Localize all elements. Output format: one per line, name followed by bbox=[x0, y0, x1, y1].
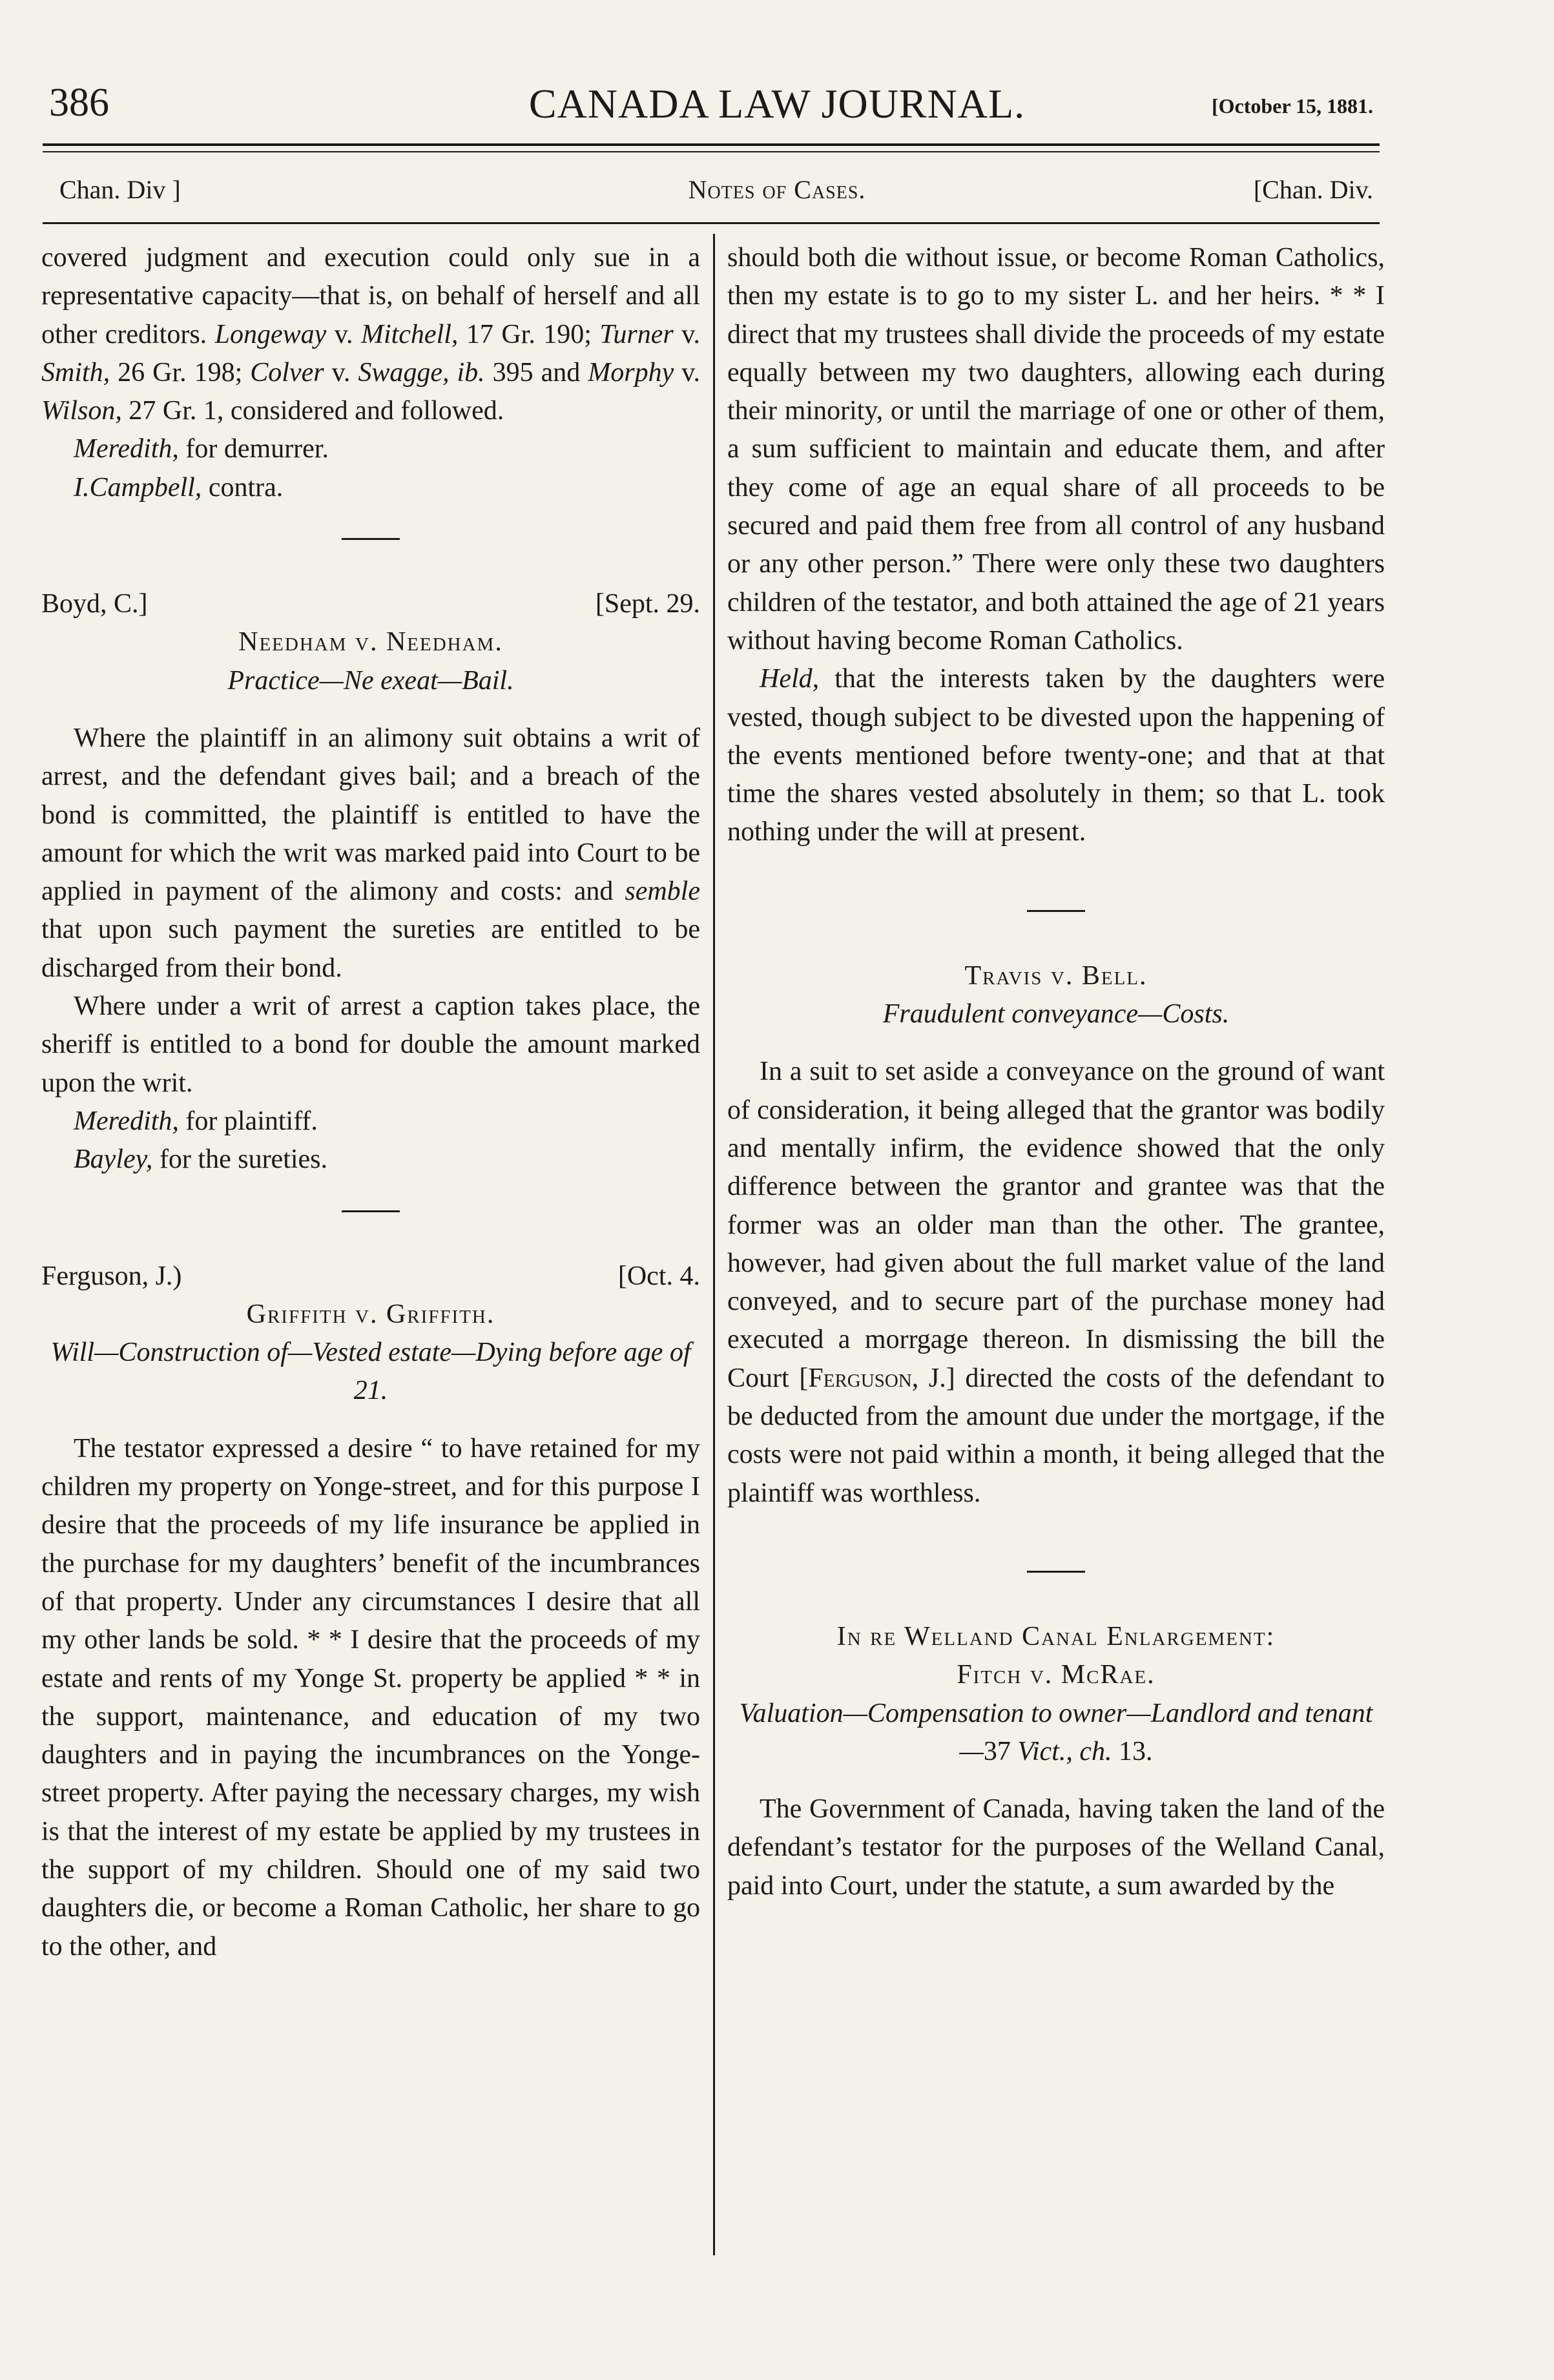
case-separator bbox=[1027, 910, 1085, 912]
case-topic: Fraudulent conveyance—Costs. bbox=[882, 999, 1230, 1030]
case-paragraph: Where under a writ of arrest a caption takes place, the sheriff is entitled to a bond for double the amount marked upon the writ. bbox=[41, 991, 700, 1098]
header-rule-bottom bbox=[43, 151, 1380, 152]
case-paragraph: In a suit to set aside a conveyance on the ground of want of consideration, it being alleged that the grantor was bodily and mentally infirm, the evidence showed that the only difference between the grantor and grantee was that the former was an older man than the other. The grantee, however, had given about the full market value of the land conveyed, and to secure part of the purchase money had executed a morrgage thereon. In dismissing the bill the Court [Ferguson, J.] directed the costs of the defendant to be deducted from the amount due under the mortgage, if the costs were not paid within a month, it being alleged that the plaintiff was worthless. bbox=[727, 1057, 1385, 1508]
case-name: Travis v. Bell. bbox=[964, 960, 1148, 991]
journal-title: CANADA LAW JOURNAL. bbox=[528, 81, 1026, 127]
case-separator bbox=[342, 538, 400, 540]
page-number: 386 bbox=[49, 81, 109, 125]
case-paragraph: The Government of Canada, having taken the land of the defendant’s testator for the purposes of the Welland Canal, paid into Court, under the statute, a sum awarded by the bbox=[727, 1794, 1385, 1901]
counsel-line: Meredith, for plaintiff. bbox=[74, 1106, 318, 1136]
judge-name: Boyd, C.] bbox=[41, 589, 148, 619]
case-separator bbox=[342, 1210, 400, 1212]
continued-paragraph: should both die without issue, or become Roman Catholics, then my estate is to go to my sister L. and her heirs. * * I direct that my trustees shall divide the proceeds of my estate equally between my two daughters, allowing each during their minority, or until the marriage of one or other of them, a sum sufficient to maintain and educate them, and after they come of age an equal share of all proceeds to be secured and paid them free from all control of any husband or any other person.” There were only these two daughters children of the testator, and both attained the age of 21 years without having become Roman Catholics. bbox=[727, 243, 1385, 656]
counsel-line: Bayley, for the sureties. bbox=[74, 1144, 328, 1175]
header-rule-top bbox=[43, 143, 1380, 146]
left-column bbox=[41, 239, 700, 1966]
case-separator bbox=[1027, 1571, 1085, 1573]
case-topic: Valuation—Compensation to owner—Landlord and tenant—37 Vict., ch. 13. bbox=[739, 1698, 1373, 1766]
column-divider bbox=[713, 234, 715, 2255]
right-division-label: [Chan. Div. bbox=[1253, 175, 1373, 204]
case-name: Fitch v. McRae. bbox=[957, 1660, 1155, 1690]
case-date: [Sept. 29. bbox=[595, 589, 700, 619]
case-caption bbox=[41, 585, 700, 623]
case-topic: Will—Construction of—Vested estate—Dying before age of 21. bbox=[50, 1338, 691, 1406]
counsel-line: Meredith, for demurrer. bbox=[74, 434, 329, 464]
case-topic: Practice—Ne exeat—Bail. bbox=[227, 665, 514, 696]
case-paragraph: Where the plaintiff in an alimony suit obtains a writ of arrest, and the defendant gives bail; and a breach of the bond is committed, the plaintiff is entitled to have the amount for which the writ was marked paid into Court to be applied in payment of the alimony and costs: and semble that upon such payment the sureties are entitled to be discharged from their bond. bbox=[41, 723, 700, 983]
issue-date: [October 15, 1881. bbox=[1211, 94, 1373, 118]
case-paragraph: The testator expressed a desire “ to have retained for my children my property on Yonge-street, and for this purpose I desire that the proceeds of my life insurance be applied in the purchase for my daughters’ benefit of the incumbrances of that property. Under any circumstances I desire that all my other lands be sold. * * I desire that the proceeds of my estate and rents of my Yonge St. property be applied * * in the support, maintenance, and education of my two daughters and in paying the incumbrances on the Yonge-street property. After paying the necessary charges, my wish is that the interest of my estate be applied by my trustees in the support of my children. Should one of my said two daughters die, or become a Roman Catholic, her share to go to the other, and bbox=[41, 1433, 700, 1961]
left-division-label: Chan. Div ] bbox=[59, 175, 181, 204]
continued-paragraph: covered judgment and execution could only sue in a representative capacity—that is, on behalf of herself and all other creditors. Longeway v. Mitchell, 17 Gr. 190; Turner v. Smith, 26 Gr. 198; Colver v. Swagge, ib. 395 and Morphy v. Wilson, 27 Gr. 1, considered and followed. bbox=[41, 243, 700, 426]
subheader-rule bbox=[43, 222, 1380, 224]
case-date: [Oct. 4. bbox=[617, 1261, 700, 1291]
section-title: Notes of Cases. bbox=[688, 175, 866, 204]
right-column bbox=[727, 239, 1385, 1905]
case-name: In re Welland Canal Enlargement: bbox=[836, 1621, 1276, 1651]
counsel-line: I.Campbell, contra. bbox=[74, 472, 284, 502]
judge-name: Ferguson, J.) bbox=[41, 1261, 182, 1291]
case-caption bbox=[41, 1257, 700, 1296]
case-name: Griffith v. Griffith. bbox=[246, 1299, 495, 1329]
case-name: Needham v. Needham. bbox=[238, 627, 503, 657]
held-paragraph: Held, that the interests taken by the daughters were vested, though subject to be divested upon the happening of the events mentioned before twenty-one; and that at that time the shares vested absolutely in them; so that L. took nothing under the will at present. bbox=[727, 664, 1385, 847]
